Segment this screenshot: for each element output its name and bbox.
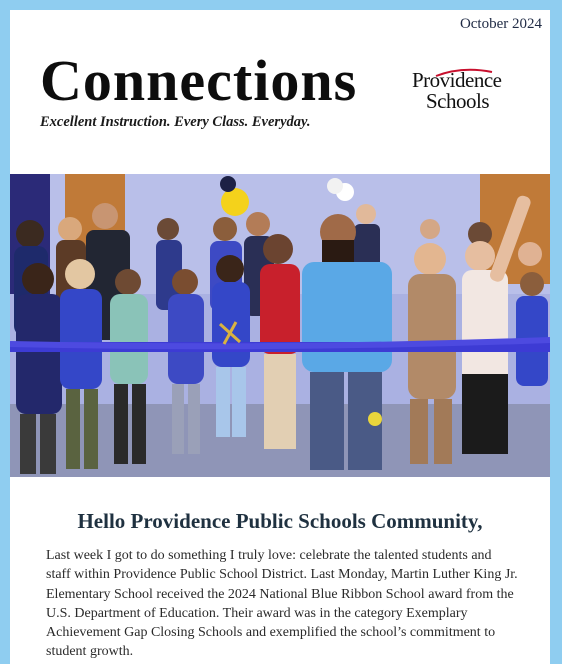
logo-swoosh-icon [434, 68, 494, 78]
newsletter-title: Connections [40, 48, 358, 113]
issue-date: October 2024 [459, 16, 542, 32]
article-greeting: Hello Providence Public Schools Community, [77, 509, 483, 533]
logo-text-line1: Providence [412, 68, 502, 92]
logo-text-line2: Schools [426, 89, 490, 113]
providence-schools-logo[interactable] [412, 68, 516, 116]
newsletter-tagline: Excellent Instruction. Every Class. Everyday. [40, 114, 311, 130]
article-paragraph: Last week I got to do something I truly love: celebrate the talented students and staff within Providence Public School District. Last Monday, Martin Luther King Jr. Elementary School received the 2024 National Blue Ribbon School award from the U.S. Department of Education. Their award was in the category Exemplary Achievement Gap Closing Schools and exemplified the school’s commitment to student growth. [46, 548, 518, 660]
newsletter-card [10, 10, 550, 664]
ribbon-cutting-photo [10, 174, 550, 477]
